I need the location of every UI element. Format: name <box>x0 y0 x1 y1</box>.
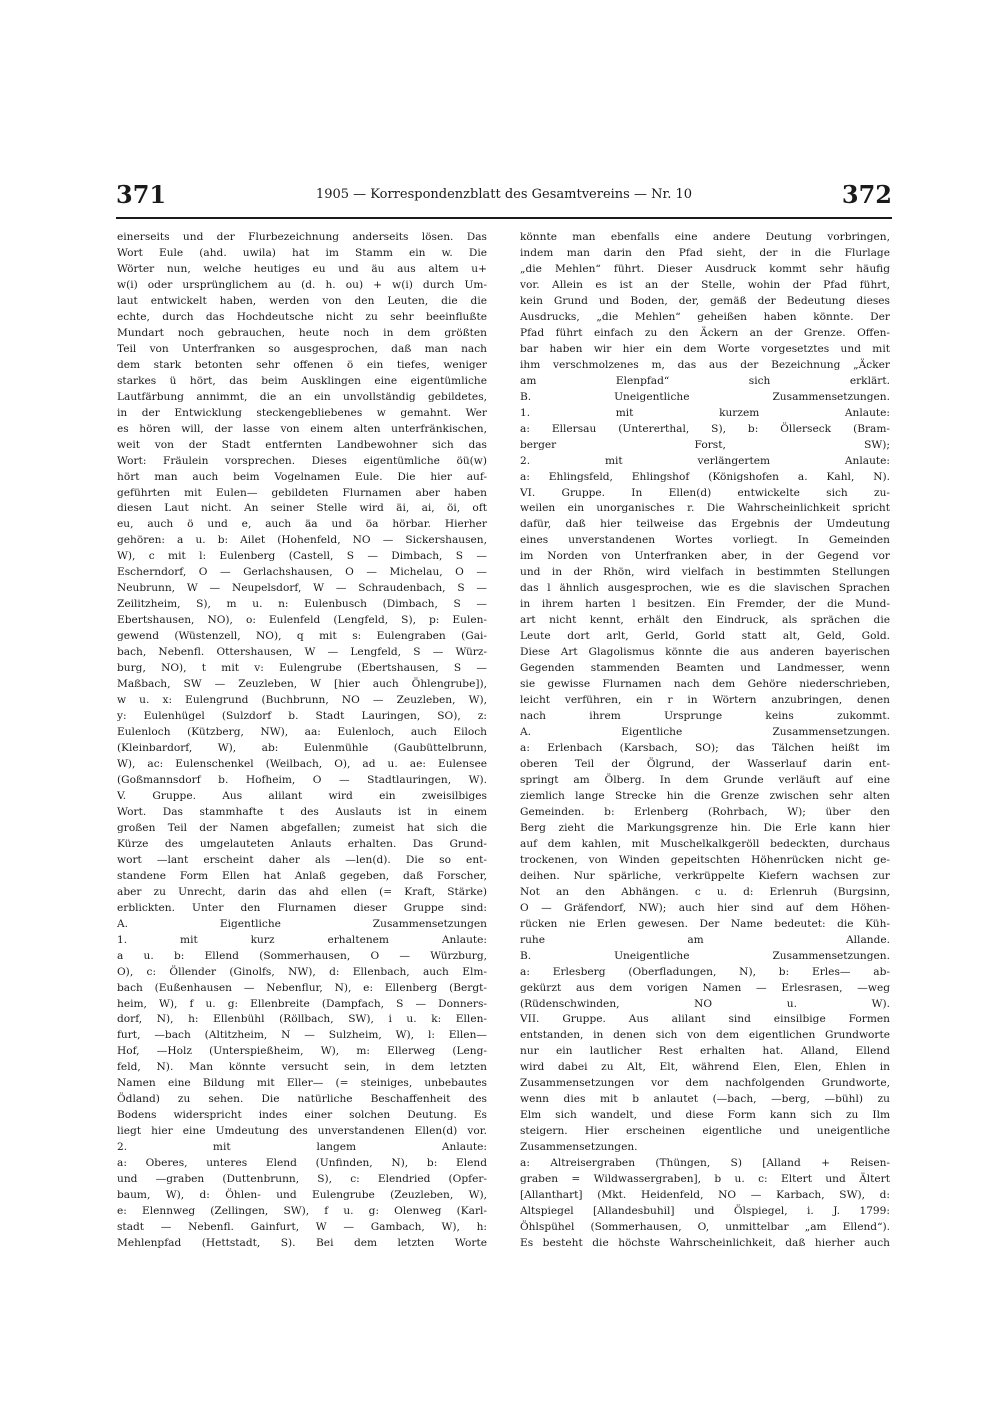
text-line: wort —lant erscheint daher als —len(d). Die so ent- <box>117 853 487 866</box>
right-column <box>520 230 890 1252</box>
text-line: eines unverstandenen Wortes vorliegt. In Gemeinden <box>520 534 890 547</box>
text-line: bar haben wir hier ein dem Worte vorgesetztes und mit <box>520 342 890 355</box>
page-number-left: 371 <box>116 180 167 209</box>
text-line: dafür, daß hier teilweise das Ergebnis der Umdeutung <box>520 518 890 531</box>
text-line: ihm verschmolzenes m, das aus der Bezeichnung „Äcker <box>520 358 890 371</box>
text-line: sie gewisse Flurnamen nach dem Gehöre niederschrieben, <box>520 678 890 691</box>
text-line: 1. mit kurz erhaltenem Anlaute: <box>117 933 487 946</box>
text-line: a: Oberes, unteres Elend (Unfinden, N), b: Elend <box>117 1157 487 1170</box>
page-number-right: 372 <box>841 180 892 209</box>
text-line: und —graben (Duttenbrunn, S), c: Elendried (Opfer- <box>117 1173 487 1186</box>
text-line: Ebertshausen, NO), o: Eulenfeld (Lengfeld, S), p: Eulen- <box>117 614 487 627</box>
text-line: Es besteht die höchste Wahrscheinlichkeit, daß hierher auch <box>520 1237 890 1250</box>
text-line: [Allanthart] (Mkt. Heidenfeld, NO — Karbach, SW), d: <box>520 1189 890 1202</box>
text-line: vor. Allein es ist an der Stelle, wohin der Pfad führt, <box>520 278 890 291</box>
text-line: Eulenloch (Kützberg, NW), aa: Eulenloch, auch Eiloch <box>117 726 487 739</box>
text-line: O), c: Öllender (Ginolfs, NW), d: Ellenbach, auch Elm- <box>117 965 487 978</box>
left-column <box>117 230 487 1252</box>
text-line: Gemeinden. b: Erlenberg (Rohrbach, W); über den <box>520 805 890 818</box>
text-line: stadt — Nebenfl. Gainfurt, W — Gambach, W), h: <box>117 1221 487 1234</box>
text-line: y: Eulenhügel (Sulzdorf b. Stadt Lauringen, SO), z: <box>117 710 487 723</box>
text-line: Leute dort arlt, Gerld, Gorld statt alt, Geld, Gold. <box>520 630 890 643</box>
text-line: B. Uneigentliche Zusammensetzungen. <box>520 949 890 962</box>
text-line: art nicht kennt, erhält den Eindruck, als sprächen die <box>520 614 890 627</box>
text-line: Not an den Abhängen. c u. d: Erlenruh (Burgsinn, <box>520 885 890 898</box>
text-line: Maßbach, SW — Zeuzleben, W [hier auch Öhlengrube]), <box>117 678 487 691</box>
text-line: nur ein lautlicher Rest erhalten hat. Alland, Ellend <box>520 1045 890 1058</box>
text-line: gekürzt aus dem vorigen Namen — Erlesrasen, —weg <box>520 981 890 994</box>
text-line: wenn dies mit b anlautet (—bach, —berg, —bühl) zu <box>520 1093 890 1106</box>
text-line: V. Gruppe. Aus alilant wird ein zweisilbiges <box>117 789 487 802</box>
text-line: standene Form Ellen hat Anlaß gegeben, daß Forscher, <box>117 869 487 882</box>
text-line: könnte man ebenfalls eine andere Deutung vorbringen, <box>520 231 890 243</box>
text-line: Öhlspühel (Sommerhausen, O, unmittelbar „am Ellend“). <box>520 1221 890 1234</box>
text-line: Neubrunn, W — Neupelsdorf, W — Schraudenbach, S — <box>117 582 487 595</box>
page-header <box>116 180 892 210</box>
text-line: Pfad führt einfach zu den Äckern an der Grenze. Offen- <box>520 326 890 339</box>
text-line: nach ihrem Ursprunge keins zukommt. <box>520 710 890 723</box>
text-line: erblickten. Unter den Flurnamen dieser Gruppe sind: <box>117 901 487 914</box>
text-line: Zeilitzheim, S), m u. n: Eulenbusch (Dimbach, S — <box>117 598 487 611</box>
text-line: rücken nie Erlen gewesen. Der Name bedeutet: die Küh- <box>520 917 890 930</box>
text-line: A. Eigentliche Zusammensetzungen. <box>520 726 890 739</box>
text-line: VII. Gruppe. Aus alilant sind einsilbige Formen <box>520 1013 890 1026</box>
text-line: Kürze des umgelauteten Anlauts erhalten. Das Grund- <box>117 837 487 850</box>
text-line: a: Erlesberg (Oberfladungen, N), b: Erles— ab- <box>520 965 890 978</box>
text-line: bach, Nebenfl. Ottershausen, W — Lengfeld, S — Würz- <box>117 646 487 659</box>
text-line: w(i) oder ursprünglichem au (d. h. ou) + w(i) durch Um- <box>117 278 487 291</box>
text-line: a: Erlenbach (Karsbach, SO); das Tälchen heißt im <box>520 742 890 754</box>
text-line: Zusammensetzungen. <box>520 1141 638 1154</box>
text-line: Mundart noch gebrauchen, heute noch in dem größten <box>117 326 487 339</box>
text-line: Hof, —Holz (Unterspießheim, W), m: Ellerweg (Leng- <box>117 1045 487 1058</box>
text-line: 2. mit langem Anlaute: <box>117 1141 487 1154</box>
text-line: O — Gräfendorf, NW); auch hier sind auf dem Höhen- <box>520 901 890 914</box>
text-line: 1. mit kurzem Anlaute: <box>520 406 890 419</box>
text-line: w u. x: Eulengrund (Buchbrunn, NO — Zeuzleben, W), <box>117 694 487 707</box>
text-line: Altspiegel [Allandesbuhil] und Ölspiegel, i. J. 1799: <box>520 1205 890 1218</box>
text-line: dem stark betonten sehr offenen ö ein tiefes, weniger <box>117 358 487 371</box>
text-line: a: Ehlingsfeld, Ehlingshof (Königshofen a. Kahl, N). <box>520 470 890 483</box>
text-line: a u. b: Ellend (Sommerhausen, O — Würzburg, <box>117 949 487 962</box>
text-line: weilen ein unorganisches r. Die Wahrscheinlichkeit spricht <box>520 502 890 515</box>
text-line: oberen Teil der Ölgrund, der Wasserlauf darin ent- <box>520 757 890 770</box>
text-line: steigern. Hier erscheinen eigentliche und uneigentliche <box>520 1125 890 1138</box>
text-line: Escherndorf, O — Gerlachshausen, O — Michelau, O — <box>117 566 487 579</box>
text-line: (Kleinbardorf, W), ab: Eulenmühle (Gaubüttelbrunn, <box>117 742 487 754</box>
text-line: gehören: a u. b: Ailet (Hohenfeld, NO — Sickershausen, <box>117 534 487 547</box>
text-line: (Goßmannsdorf b. Hofheim, O — Stadtlauringen, W). <box>117 773 487 786</box>
text-line: (Rüdenschwinden, NO u. W). <box>520 997 890 1010</box>
header-rule <box>116 217 892 219</box>
text-line: a: Altreisergraben (Thüngen, S) [Alland + Reisen- <box>520 1157 890 1170</box>
text-line: Gegenden stammenden Beamten und Landmesser, wenn <box>520 662 890 675</box>
text-line: dorf, N), h: Ellenbühl (Röllbach, SW), i u. k: Ellen- <box>117 1013 487 1026</box>
text-line: entstanden, in denen sich von dem eigentlichen Grundworte <box>520 1029 890 1042</box>
text-line: ziemlich lange Strecke hin die Grenze zwischen sehr alten <box>520 789 890 802</box>
text-line: baum, W), d: Öhlen- und Eulengrube (Zeuzleben, W), <box>117 1189 487 1202</box>
text-line: Wort. Das stammhafte t des Auslauts ist in einem <box>117 805 487 818</box>
text-line: Wort: Fräulein vorsprechen. Dieses eigentümliche öü(w) <box>117 454 487 467</box>
text-line: burg, NO), t mit v: Eulengrube (Ebertshausen, S — <box>117 662 487 675</box>
text-line: indem man darin den Pfad sieht, der in die Flurlage <box>520 246 890 259</box>
text-line: großen Teil der Namen abgefallen; zumeist hat sich die <box>117 821 487 834</box>
text-line: Bodens widerspricht indes einer solchen Deutung. Es <box>117 1109 487 1122</box>
text-line: e: Elennweg (Zellingen, SW), f u. g: Olenweg (Karl- <box>117 1205 487 1218</box>
text-line: das l ähnlich ausgesprochen, wie es die slavischen Sprachen <box>520 582 890 595</box>
text-line: wird dabei zu Alt, Elt, während Elen, Elen, Ehlen in <box>520 1061 890 1074</box>
text-line: Wort Eule (ahd. uwila) hat im Stamm ein w. Die <box>117 246 487 259</box>
text-line: Diese Art Glagolismus könnte die aus anderen bayerischen <box>520 646 890 659</box>
text-line: am Elenpfad“ sich erklärt. <box>520 374 890 387</box>
text-line: B. Uneigentliche Zusammensetzungen. <box>520 390 890 403</box>
text-line: Elm sich wandelt, und diese Form kann sich zu Ilm <box>520 1109 890 1122</box>
running-head: 1905 — Korrespondenzblatt des Gesamtvereins — Nr. 10 <box>315 187 693 202</box>
text-line: in der Entwicklung steckengebliebenes w gemahnt. Wer <box>117 406 487 419</box>
text-line: Berg zieht die Markungsgrenze hin. Die Erle kann hier <box>520 821 890 834</box>
text-line: starkes ü hört, das beim Ausklingen eine eigentümliche <box>117 374 487 387</box>
text-line: springt am Ölberg. In dem Grunde verläuft auf eine <box>520 773 890 786</box>
text-line: auf dem kahlen, mit Muschelkalkgeröll bedeckten, durchaus <box>520 837 890 850</box>
text-line: geführten mit Eulen— gebildeten Flurnamen aber haben <box>117 486 487 499</box>
text-line: Lautfärbung annimmt, die an ein unvollständig gebildetes, <box>117 390 487 403</box>
text-line: in ihrem harten l besitzen. Ein Fremder, der die Mund- <box>520 598 890 611</box>
text-line: Wörter nun, welche heutiges eu und äu aus altem u+ <box>117 262 487 275</box>
text-line: weit von der Stadt entfernten Landbewohner sich das <box>117 438 487 451</box>
text-line: „die Mehlen“ führt. Dieser Ausdruck kommt sehr häufig <box>520 262 890 275</box>
text-line: Namen eine Bildung mit Eller— (= steiniges, unbebautes <box>117 1077 487 1090</box>
text-line: laut entwickelt haben, werden von den Leuten, die die <box>117 294 487 307</box>
text-line: kein Grund und Boden, der, gemäß der Bedeutung dieses <box>520 294 890 307</box>
text-line: deihen. Nur spärliche, verkrüppelte Kiefern wachsen zur <box>520 869 890 882</box>
text-line: hört man auch beim Vogelnamen Eule. Die hier auf- <box>117 470 487 483</box>
text-line: furt, —bach (Altitzheim, N — Sulzheim, W), l: Ellen— <box>117 1029 487 1042</box>
text-line: W), ac: Eulenschenkel (Weilbach, O), ad u. ae: Eulensee <box>117 757 487 770</box>
text-line: es hören will, der lasse von einem alten unterfränkischen, <box>117 422 487 435</box>
text-line: trockenen, von Winden gepeitschten Höhenrücken nicht ge- <box>520 853 890 866</box>
text-line: heim, W), f u. g: Ellenbreite (Dampfach, S — Donners- <box>117 997 487 1010</box>
text-line: und in der Rhön, wird vielfach in bestimmten Stellungen <box>520 566 890 579</box>
text-line: aber zu Unrecht, darin das ahd ellen (= Kraft, Stärke) <box>117 885 487 898</box>
text-line: W), c mit l: Eulenberg (Castell, S — Dimbach, S — <box>117 550 487 563</box>
text-line: Mehlenpfad (Hettstadt, S). Bei dem letzten Worte <box>117 1237 487 1250</box>
text-line: im Norden von Unterfranken aber, in der Gegend vor <box>520 550 890 563</box>
text-line: leicht verführen, ein r in Wörtern anzubringen, denen <box>520 694 890 707</box>
text-line: graben = Wildwassergraben], b u. c: Eltert und Ältert <box>520 1173 890 1186</box>
text-line: Zusammensetzungen vor dem nachfolgenden Grundworte, <box>520 1077 890 1090</box>
text-line: diesen Laut nicht. An seiner Stelle wird äi, ai, öi, oft <box>117 502 487 515</box>
text-line: einerseits und der Flurbezeichnung anderseits lösen. Das <box>117 231 487 243</box>
text-line: a: Ellersau (Untererthal, S), b: Öllerseck (Bram- <box>520 422 890 435</box>
text-line: feld, N). Man könnte versucht sein, in dem letzten <box>117 1061 487 1074</box>
text-line: A. Eigentliche Zusammensetzungen <box>117 917 487 930</box>
text-line: Ausdrucks, „die Mehlen“ geheißen haben könnte. Der <box>520 310 890 323</box>
text-line: liegt hier eine Umdeutung des unverstandenen Ellen(d) vor. <box>117 1125 487 1138</box>
text-line: VI. Gruppe. In Ellen(d) entwickelte sich zu- <box>520 486 890 499</box>
text-line: echte, durch das Hochdeutsche nicht zu sehr beeinflußte <box>117 310 487 323</box>
text-line: ruhe am Allande. <box>520 933 890 946</box>
text-line: Teil von Unterfranken so ausgesprochen, daß man nach <box>117 342 487 355</box>
text-line: eu, auch ö und e, auch äa und öa hörbar. Hierher <box>117 518 487 531</box>
text-line: berger Forst, SW); <box>520 438 890 451</box>
text-line: gewend (Wüstenzell, NO), q mit s: Eulengraben (Gai- <box>117 630 487 643</box>
text-line: bach (Eußenhausen — Nebenflur, N), e: Ellenberg (Bergt- <box>117 981 487 994</box>
text-line: 2. mit verlängertem Anlaute: <box>520 454 890 467</box>
text-line: Ödland) zu sehen. Die natürliche Beschaffenheit des <box>117 1093 487 1106</box>
